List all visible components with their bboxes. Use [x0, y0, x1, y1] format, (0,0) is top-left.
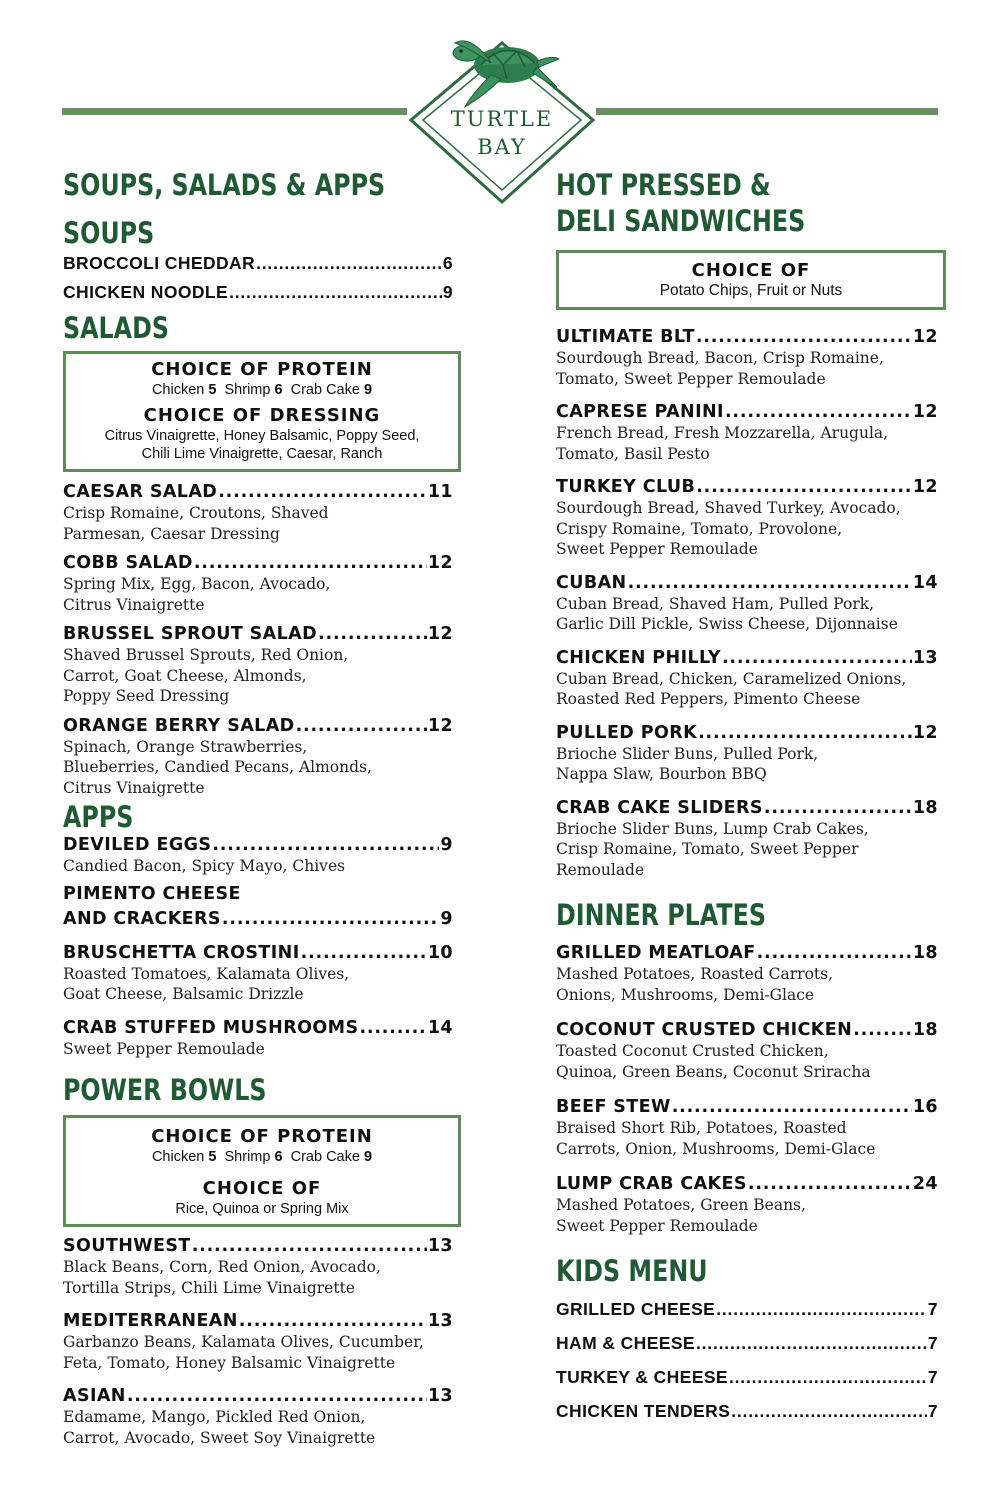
menu-item-crab-cake-sliders: CRAB CAKE SLIDERS ..... 18 Brioche Slider Buns, Lump Crab Cakes, Crisp Romaine, Tomato, Sweet Pepper Remoulade	[556, 797, 938, 881]
heading-apps: APPS	[63, 800, 134, 834]
menu-item-brussel-sprout-salad: BRUSSEL SPROUT SALAD ..... 12 Shaved Brussel Sprouts, Red Onion, Carrot, Goat Cheese, Almonds, Poppy Seed Dressing	[63, 623, 453, 707]
menu-item-asian: ASIAN ..... 13 Edamame, Mango, Pickled Red Onion, Carrot, Avocado, Sweet Soy Vinaigrette	[63, 1385, 453, 1448]
logo-text-line2: BAY	[477, 135, 527, 159]
left-column	[63, 168, 453, 1448]
bowl-choice-of-base-title: CHOICE OF	[202, 1178, 322, 1199]
right-column	[556, 168, 938, 1422]
menu-item-chicken-philly: CHICKEN PHILLY ..... 13 Cuban Bread, Chicken, Caramelized Onions, Roasted Red Peppers, Pimento Cheese	[556, 647, 938, 710]
sandwich-side-choice-box	[556, 250, 946, 310]
menu-item-turkey-cheese: TURKEY & CHEESE ..... 7	[556, 1366, 938, 1388]
menu-item-caprese-panini: CAPRESE PANINI ..... 12 French Bread, Fresh Mozzarella, Arugula, Tomato, Basil Pesto	[556, 401, 938, 464]
menu-item-mediterranean: MEDITERRANEAN ..... 13 Garbanzo Beans, Kalamata Olives, Cucumber, Feta, Tomato, Honey Balsamic Vinaigrette	[63, 1310, 453, 1373]
bowl-choice-of-protein-title: CHOICE OF PROTEIN	[151, 1126, 373, 1147]
heading-dinner-plates: DINNER PLATES	[556, 898, 766, 932]
menu-item-coconut-crusted-chicken: COCONUT CRUSTED CHICKEN ..... 18 Toasted Coconut Crusted Chicken, Quinoa, Green Beans, Coconut Sriracha	[556, 1019, 938, 1082]
menu-item-orange-berry-salad: ORANGE BERRY SALAD ..... 12 Spinach, Orange Strawberries, Blueberries, Candied Pecans, Almonds, Citrus Vinaigrette	[63, 715, 453, 799]
menu-item-southwest: SOUTHWEST ..... 13 Black Beans, Corn, Red Onion, Avocado, Tortilla Strips, Chili Lime Vinaigrette	[63, 1235, 453, 1298]
dressing-line-1: Citrus Vinaigrette, Honey Balsamic, Poppy Seed,	[104, 428, 420, 444]
section-title-sandwiches-line1: HOT PRESSED &	[556, 168, 771, 202]
menu-item-cuban: CUBAN ..... 14 Cuban Bread, Shaved Ham, Pulled Pork, Garlic Dill Pickle, Swiss Cheese, Dijonnaise	[556, 572, 938, 635]
menu-item-grilled-meatloaf: GRILLED MEATLOAF ..... 18 Mashed Potatoes, Roasted Carrots, Onions, Mushrooms, Demi-Glace	[556, 942, 938, 1005]
menu-item-pimento-cheese: PIMENTO CHEESE AND CRACKERS ..... 9	[63, 883, 453, 930]
menu-item-chicken-noodle: CHICKEN NOODLE ..... 9	[63, 281, 453, 303]
menu-item-pulled-pork: PULLED PORK ..... 12 Brioche Slider Buns, Pulled Pork, Nappa Slaw, Bourbon BBQ	[556, 722, 938, 785]
menu-item-ultimate-blt: ULTIMATE BLT ..... 12 Sourdough Bread, Bacon, Crisp Romaine, Tomato, Sweet Pepper Remoulade	[556, 326, 938, 389]
heading-salads: SALADS	[63, 311, 169, 345]
menu-item-cobb-salad: COBB SALAD ..... 12 Spring Mix, Egg, Bacon, Avocado, Citrus Vinaigrette	[63, 552, 453, 615]
menu-item-turkey-club: TURKEY CLUB ..... 12 Sourdough Bread, Shaved Turkey, Avocado, Crispy Romaine, Tomato, Provolone, Sweet Pepper Remoulade	[556, 476, 938, 560]
dressing-line-2: Chili Lime Vinaigrette, Caesar, Ranch	[141, 446, 383, 462]
menu-item-bruschetta-crostini: BRUSCHETTA CROSTINI ..... 10 Roasted Tomatoes, Kalamata Olives, Goat Cheese, Balsamic Drizzle	[63, 942, 453, 1005]
section-title-sandwiches-line2: DELI SANDWICHES	[556, 204, 806, 238]
bowl-protein-options: Chicken 5 Shrimp 6 Crab Cake 9	[151, 1149, 373, 1165]
menu-item-beef-stew: BEEF STEW ..... 16 Braised Short Rib, Potatoes, Roasted Carrots, Onion, Mushrooms, Demi-Glace	[556, 1096, 938, 1159]
logo-text-line1: TURTLE	[450, 107, 554, 131]
choice-of-dressing-title: CHOICE OF DRESSING	[143, 405, 381, 426]
menu-item-grilled-cheese: GRILLED CHEESE ..... 7	[556, 1298, 938, 1320]
header-rule-left	[62, 108, 407, 115]
protein-options: Chicken 5 Shrimp 6 Crab Cake 9	[151, 382, 373, 398]
menu-item-deviled-eggs: DEVILED EGGS ..... 9 Candied Bacon, Spicy Mayo, Chives	[63, 834, 453, 877]
menu-item-caesar-salad: CAESAR SALAD ..... 11 Crisp Romaine, Croutons, Shaved Parmesan, Caesar Dressing	[63, 481, 453, 544]
sandwich-choice-title: CHOICE OF	[691, 260, 811, 281]
menu-item-lump-crab-cakes: LUMP CRAB CAKES ..... 24 Mashed Potatoes, Green Beans, Sweet Pepper Remoulade	[556, 1173, 938, 1236]
bowl-choices-box	[63, 1115, 461, 1227]
bowl-base-options: Rice, Quinoa or Spring Mix	[175, 1201, 349, 1217]
heading-power-bowls: POWER BOWLS	[63, 1073, 267, 1107]
menu-item-ham-cheese: HAM & CHEESE ..... 7	[556, 1332, 938, 1354]
heading-soups: SOUPS	[63, 216, 155, 250]
heading-kids-menu: KIDS MENU	[556, 1254, 708, 1288]
choice-of-protein-title: CHOICE OF PROTEIN	[151, 359, 373, 380]
sandwich-choice-options: Potato Chips, Fruit or Nuts	[659, 282, 843, 299]
menu-item-broccoli-cheddar: BROCCOLI CHEDDAR ..... 6	[63, 252, 453, 274]
menu-item-crab-stuffed-mushrooms: CRAB STUFFED MUSHROOMS ..... 14 Sweet Pepper Remoulade	[63, 1017, 453, 1060]
section-title-soups-salads-apps: SOUPS, SALADS & APPS	[63, 168, 386, 202]
menu-item-chicken-tenders: CHICKEN TENDERS ..... 7	[556, 1400, 938, 1422]
salad-choices-box	[63, 351, 461, 472]
header-rule-right	[596, 108, 938, 115]
